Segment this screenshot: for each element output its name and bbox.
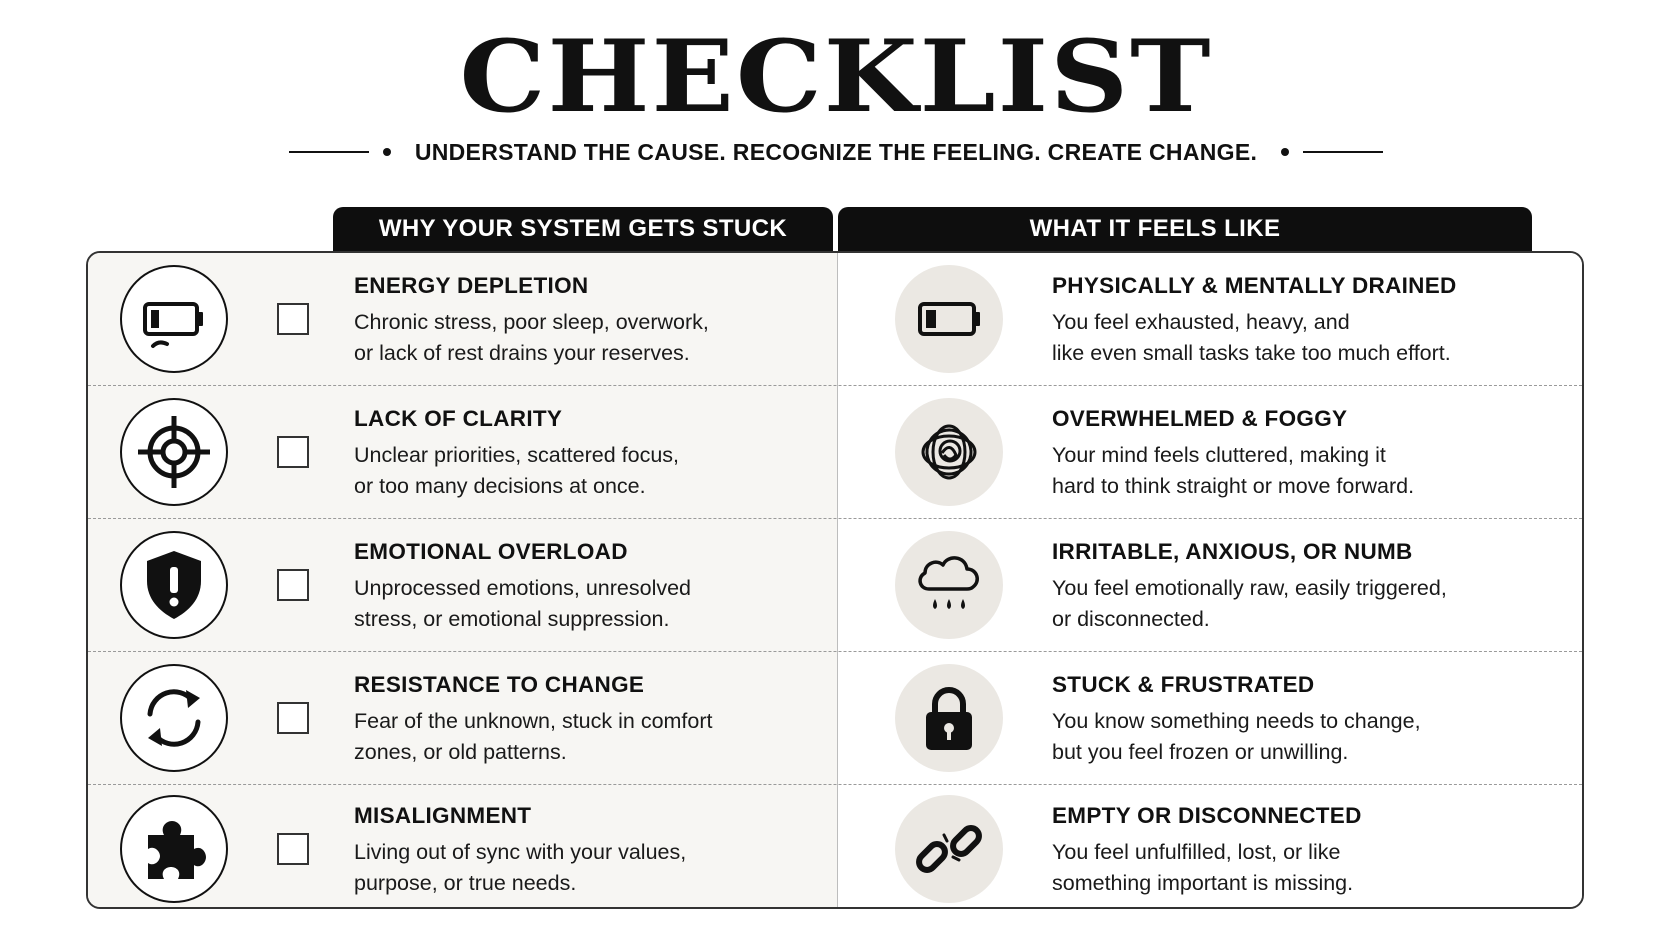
checkbox-emotional-overload[interactable] bbox=[277, 569, 309, 601]
feeling-desc-line: like even small tasks take too much effort. bbox=[1052, 341, 1451, 365]
feeling-title: STUCK & FRUSTRATED bbox=[1052, 672, 1315, 697]
cause-desc-line: Unprocessed emotions, unresolved bbox=[354, 576, 692, 600]
page-title: CHECKLIST bbox=[459, 19, 1213, 135]
checklist-row bbox=[88, 253, 1582, 386]
subtitle: UNDERSTAND THE CAUSE. RECOGNIZE THE FEELING. CREATE CHANGE. bbox=[414, 138, 1258, 165]
feeling-desc-line: but you feel frozen or unwilling. bbox=[1052, 740, 1349, 764]
feeling-text bbox=[1052, 670, 1562, 768]
checkbox-energy-depletion[interactable] bbox=[277, 303, 309, 335]
feeling-desc-line: You feel emotionally raw, easily triggered, bbox=[1052, 576, 1447, 600]
cause-desc-line: or lack of rest drains your reserves. bbox=[354, 341, 690, 365]
puzzle-piece-icon bbox=[120, 795, 228, 903]
cause-desc-line: Fear of the unknown, stuck in comfort bbox=[354, 709, 713, 733]
refresh-cycle-icon bbox=[120, 664, 228, 772]
feeling-text bbox=[1052, 537, 1562, 635]
cause-title: ENERGY DEPLETION bbox=[354, 273, 589, 298]
cause-desc-line: Unclear priorities, scattered focus, bbox=[354, 443, 680, 467]
column-header-causes bbox=[333, 207, 833, 251]
cause-text bbox=[354, 537, 814, 635]
cause-desc-line: Chronic stress, poor sleep, overwork, bbox=[354, 310, 709, 334]
checklist-row bbox=[88, 519, 1582, 652]
divider-dot bbox=[1281, 148, 1289, 156]
padlock-icon bbox=[895, 664, 1003, 772]
cause-text bbox=[354, 271, 814, 369]
cause-text bbox=[354, 670, 814, 768]
feeling-desc-line: hard to think straight or move forward. bbox=[1052, 474, 1415, 498]
feeling-desc-line: Your mind feels cluttered, making it bbox=[1052, 443, 1386, 467]
feeling-text bbox=[1052, 404, 1562, 502]
column-header-feelings bbox=[838, 207, 1532, 251]
cause-title: RESISTANCE TO CHANGE bbox=[354, 672, 645, 697]
cause-title: MISALIGNMENT bbox=[354, 803, 532, 828]
broken-link-icon bbox=[895, 795, 1003, 903]
feeling-desc-line: You feel unfulfilled, lost, or like bbox=[1052, 840, 1341, 864]
cause-text bbox=[354, 801, 814, 899]
checklist-row bbox=[88, 652, 1582, 785]
feeling-title: EMPTY OR DISCONNECTED bbox=[1052, 803, 1362, 828]
checkbox-resistance-to-change[interactable] bbox=[277, 702, 309, 734]
feeling-desc-line: something important is missing. bbox=[1052, 871, 1354, 895]
rain-cloud-icon bbox=[895, 531, 1003, 639]
feeling-desc-line: You feel exhausted, heavy, and bbox=[1052, 310, 1350, 334]
cause-desc-line: purpose, or true needs. bbox=[354, 871, 577, 895]
subtitle-row bbox=[0, 132, 1672, 172]
cause-desc-line: zones, or old patterns. bbox=[354, 740, 567, 764]
divider-line bbox=[1303, 151, 1383, 153]
checkbox-misalignment[interactable] bbox=[277, 833, 309, 865]
battery-low-icon bbox=[120, 265, 228, 373]
cause-title: LACK OF CLARITY bbox=[354, 406, 563, 431]
feeling-title: IRRITABLE, ANXIOUS, OR NUMB bbox=[1052, 539, 1413, 564]
feeling-title: PHYSICALLY & MENTALLY DRAINED bbox=[1052, 273, 1457, 298]
checklist-row bbox=[88, 386, 1582, 519]
cause-title: EMOTIONAL OVERLOAD bbox=[354, 539, 628, 564]
divider-line bbox=[289, 151, 369, 153]
cause-desc-line: stress, or emotional suppression. bbox=[354, 607, 670, 631]
checklist-row bbox=[88, 785, 1582, 909]
cause-desc-line: or too many decisions at once. bbox=[354, 474, 646, 498]
cause-text bbox=[354, 404, 814, 502]
tangled-scribble-icon bbox=[895, 398, 1003, 506]
feeling-text bbox=[1052, 801, 1562, 899]
cause-desc-line: Living out of sync with your values, bbox=[354, 840, 687, 864]
column-header-causes-label: WHY YOUR SYSTEM GETS STUCK bbox=[378, 215, 788, 242]
shield-alert-icon bbox=[120, 531, 228, 639]
feeling-desc-line: or disconnected. bbox=[1052, 607, 1210, 631]
checkbox-lack-of-clarity[interactable] bbox=[277, 436, 309, 468]
divider-dot bbox=[383, 148, 391, 156]
column-header-feelings-label: WHAT IT FEELS LIKE bbox=[1029, 215, 1281, 242]
checklist-table bbox=[86, 251, 1584, 909]
feeling-desc-line: You know something needs to change, bbox=[1052, 709, 1421, 733]
battery-low-icon bbox=[895, 265, 1003, 373]
feeling-title: OVERWHELMED & FOGGY bbox=[1052, 406, 1348, 431]
target-icon bbox=[120, 398, 228, 506]
feeling-text bbox=[1052, 271, 1562, 369]
